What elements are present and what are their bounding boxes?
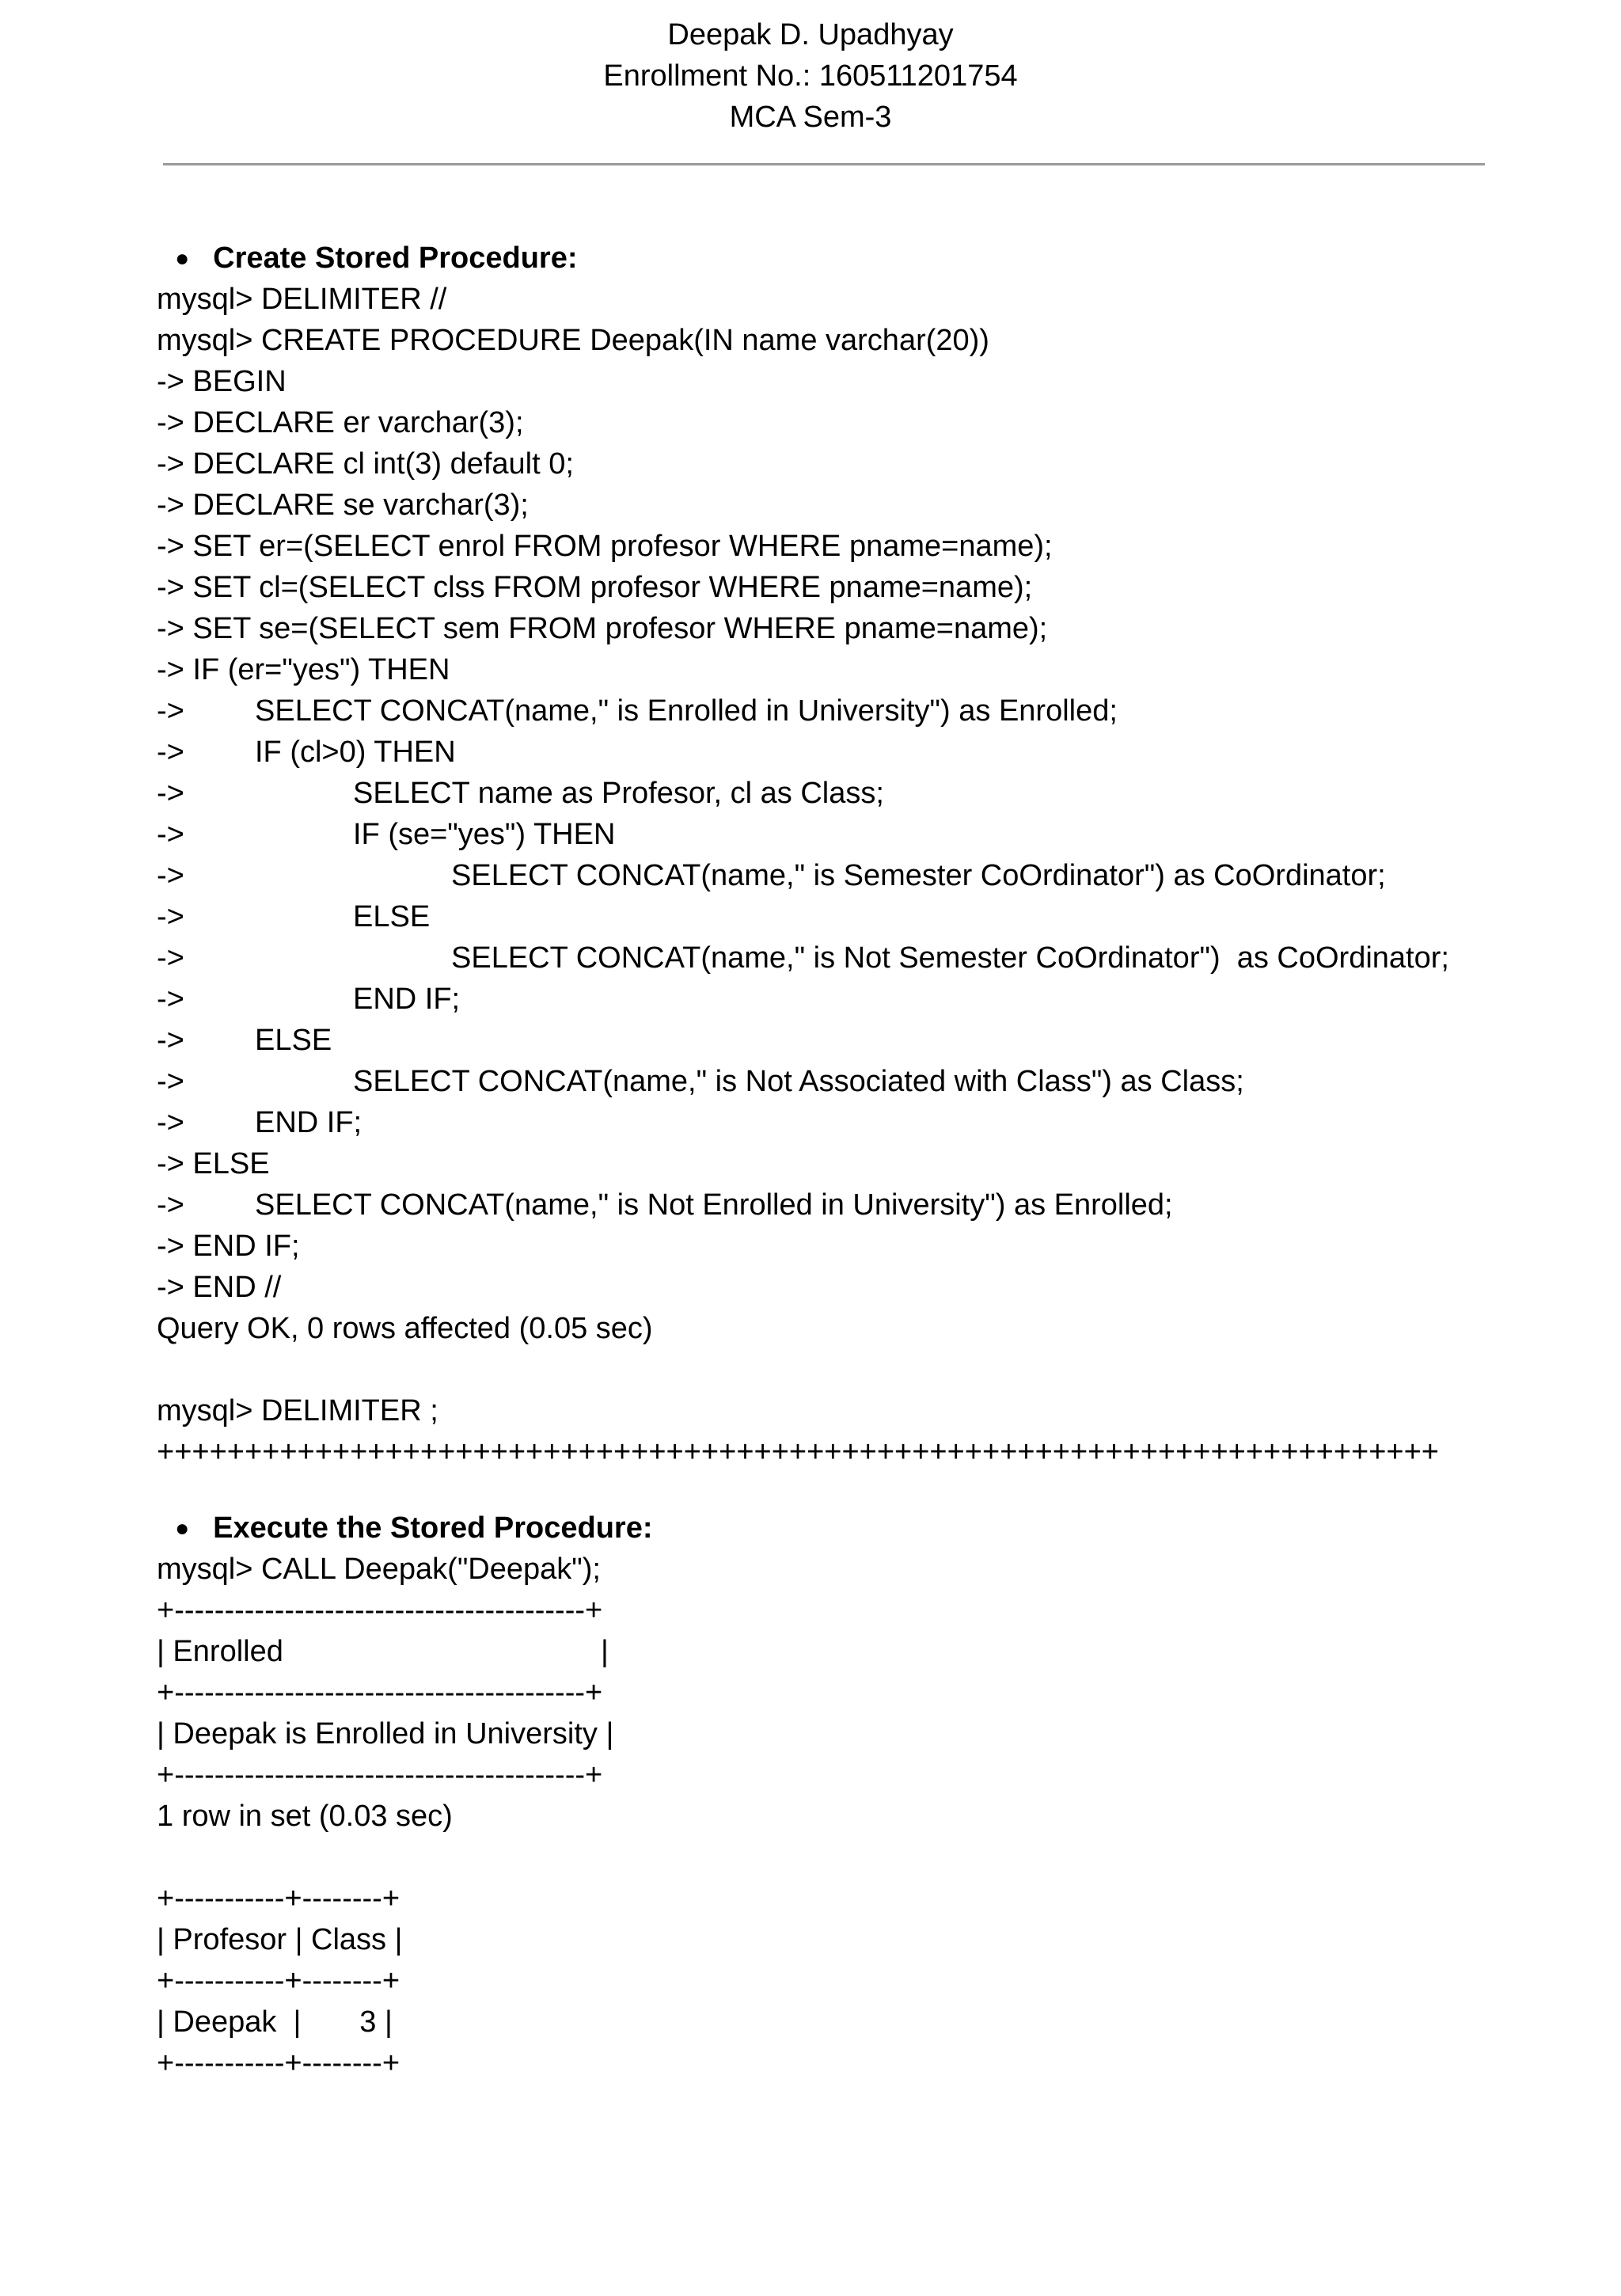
code-line-prefix: ->	[157, 1188, 184, 1222]
code-line-prefix: -> SET se=(SELECT sem FROM profesor WHERE pname=name);	[157, 612, 1048, 645]
code-line-prefix: ->	[157, 859, 184, 892]
result-row: +-----------------------------------------+	[157, 1758, 603, 1792]
enrollment-number: Enrollment No.: 160511201754	[603, 59, 1018, 93]
result-table-profesor-block	[157, 1878, 402, 2084]
result-row: | Profesor | Class |	[157, 1923, 403, 1956]
code-line-text: END IF;	[353, 983, 461, 1016]
code-line-prefix: ->	[157, 736, 184, 769]
code-line-prefix: mysql> CREATE PROCEDURE Deepak(IN name varchar(20))	[157, 324, 989, 357]
code-line-prefix: ->	[157, 900, 184, 933]
bullet-icon: ●	[175, 245, 190, 272]
document-header	[0, 14, 1621, 138]
result-row: +-----------------------------------------+	[157, 1594, 603, 1627]
result-row: +-----------+--------+	[157, 1882, 401, 1915]
separator-line: +++++++++++++++++++++++++++++++++++++++++++++++++++++++++++++++++++++++++	[157, 1435, 1439, 1469]
code-line-text: SELECT CONCAT(name," is Enrolled in University") as Enrolled;	[255, 694, 1118, 728]
code-line-prefix: ->	[157, 1065, 184, 1098]
result-row: | Deepak | 3 |	[157, 2005, 393, 2039]
result-table-enrolled	[157, 1590, 613, 1837]
code-line-text: IF (cl>0) THEN	[255, 736, 456, 769]
code-line-text: SELECT CONCAT(name," is Not Associated with Class") as Class;	[353, 1065, 1244, 1098]
code-line-prefix: mysql> DELIMITER //	[157, 283, 447, 316]
code-line-prefix: -> DECLARE se varchar(3);	[157, 488, 529, 522]
code-line-prefix: ->	[157, 1106, 184, 1139]
code-line-text: SELECT CONCAT(name," is Not Enrolled in University") as Enrolled;	[255, 1188, 1173, 1222]
result-row: +-----------+--------+	[157, 1964, 401, 1998]
code-line-prefix: ->	[157, 777, 184, 810]
code-line-prefix: -> SET er=(SELECT enrol FROM profesor WHERE pname=name);	[157, 530, 1053, 563]
code-line-prefix: -> SET cl=(SELECT clss FROM profesor WHERE pname=name);	[157, 571, 1033, 604]
code-line-text: SELECT name as Profesor, cl as Class;	[353, 777, 884, 810]
code-line-prefix: -> END IF;	[157, 1230, 300, 1263]
code-line-prefix: ->	[157, 941, 184, 975]
code-line-prefix: -> DECLARE cl int(3) default 0;	[157, 447, 574, 481]
code-line-prefix: -> DECLARE er varchar(3);	[157, 406, 524, 439]
code-line-text: SELECT CONCAT(name," is Semester CoOrdinator") as CoOrdinator;	[451, 859, 1386, 892]
section-title: Create Stored Procedure:	[213, 241, 578, 275]
bullet-icon: ●	[175, 1515, 190, 1541]
code-line-text: END IF;	[255, 1106, 363, 1139]
author-name: Deepak D. Upadhyay	[667, 18, 954, 51]
code-line-text: IF (se="yes") THEN	[353, 818, 616, 851]
code-line-text: ELSE	[255, 1024, 332, 1057]
code-line-prefix: -> ELSE	[157, 1147, 270, 1180]
section-heading-execute	[158, 1466, 653, 1549]
code-line-prefix: ->	[157, 694, 184, 728]
delimiter-reset-block	[157, 1390, 1439, 1473]
result-row: +-----------+--------+	[157, 2047, 401, 2080]
code-line-prefix: ->	[157, 1024, 184, 1057]
code-line-prefix: -> END //	[157, 1271, 282, 1304]
header-divider	[163, 163, 1485, 165]
result-row: 1 row in set (0.03 sec)	[157, 1800, 453, 1833]
result-table-profesor	[157, 1878, 402, 2084]
result-row: | Deepak is Enrolled in University |	[157, 1717, 614, 1751]
delimiter-reset-line: mysql> DELIMITER ;	[157, 1394, 438, 1427]
code-line-text: ELSE	[353, 900, 431, 933]
section-title: Execute the Stored Procedure:	[213, 1511, 653, 1545]
code-line-prefix: Query OK, 0 rows affected (0.05 sec)	[157, 1312, 653, 1345]
code-line-prefix: ->	[157, 983, 184, 1016]
semester-label: MCA Sem-3	[729, 101, 892, 134]
code-line-prefix: ->	[157, 818, 184, 851]
call-block	[157, 1549, 613, 1837]
call-line: mysql> CALL Deepak("Deepak");	[157, 1553, 601, 1586]
code-line-prefix: -> IF (er="yes") THEN	[157, 653, 450, 686]
code-line-text: SELECT CONCAT(name," is Not Semester CoOrdinator") as CoOrdinator;	[451, 941, 1449, 975]
result-row: +-----------------------------------------+	[157, 1676, 603, 1709]
result-row: | Enrolled |	[157, 1635, 609, 1668]
code-line-prefix: -> BEGIN	[157, 365, 287, 398]
section-heading-create	[158, 196, 578, 279]
